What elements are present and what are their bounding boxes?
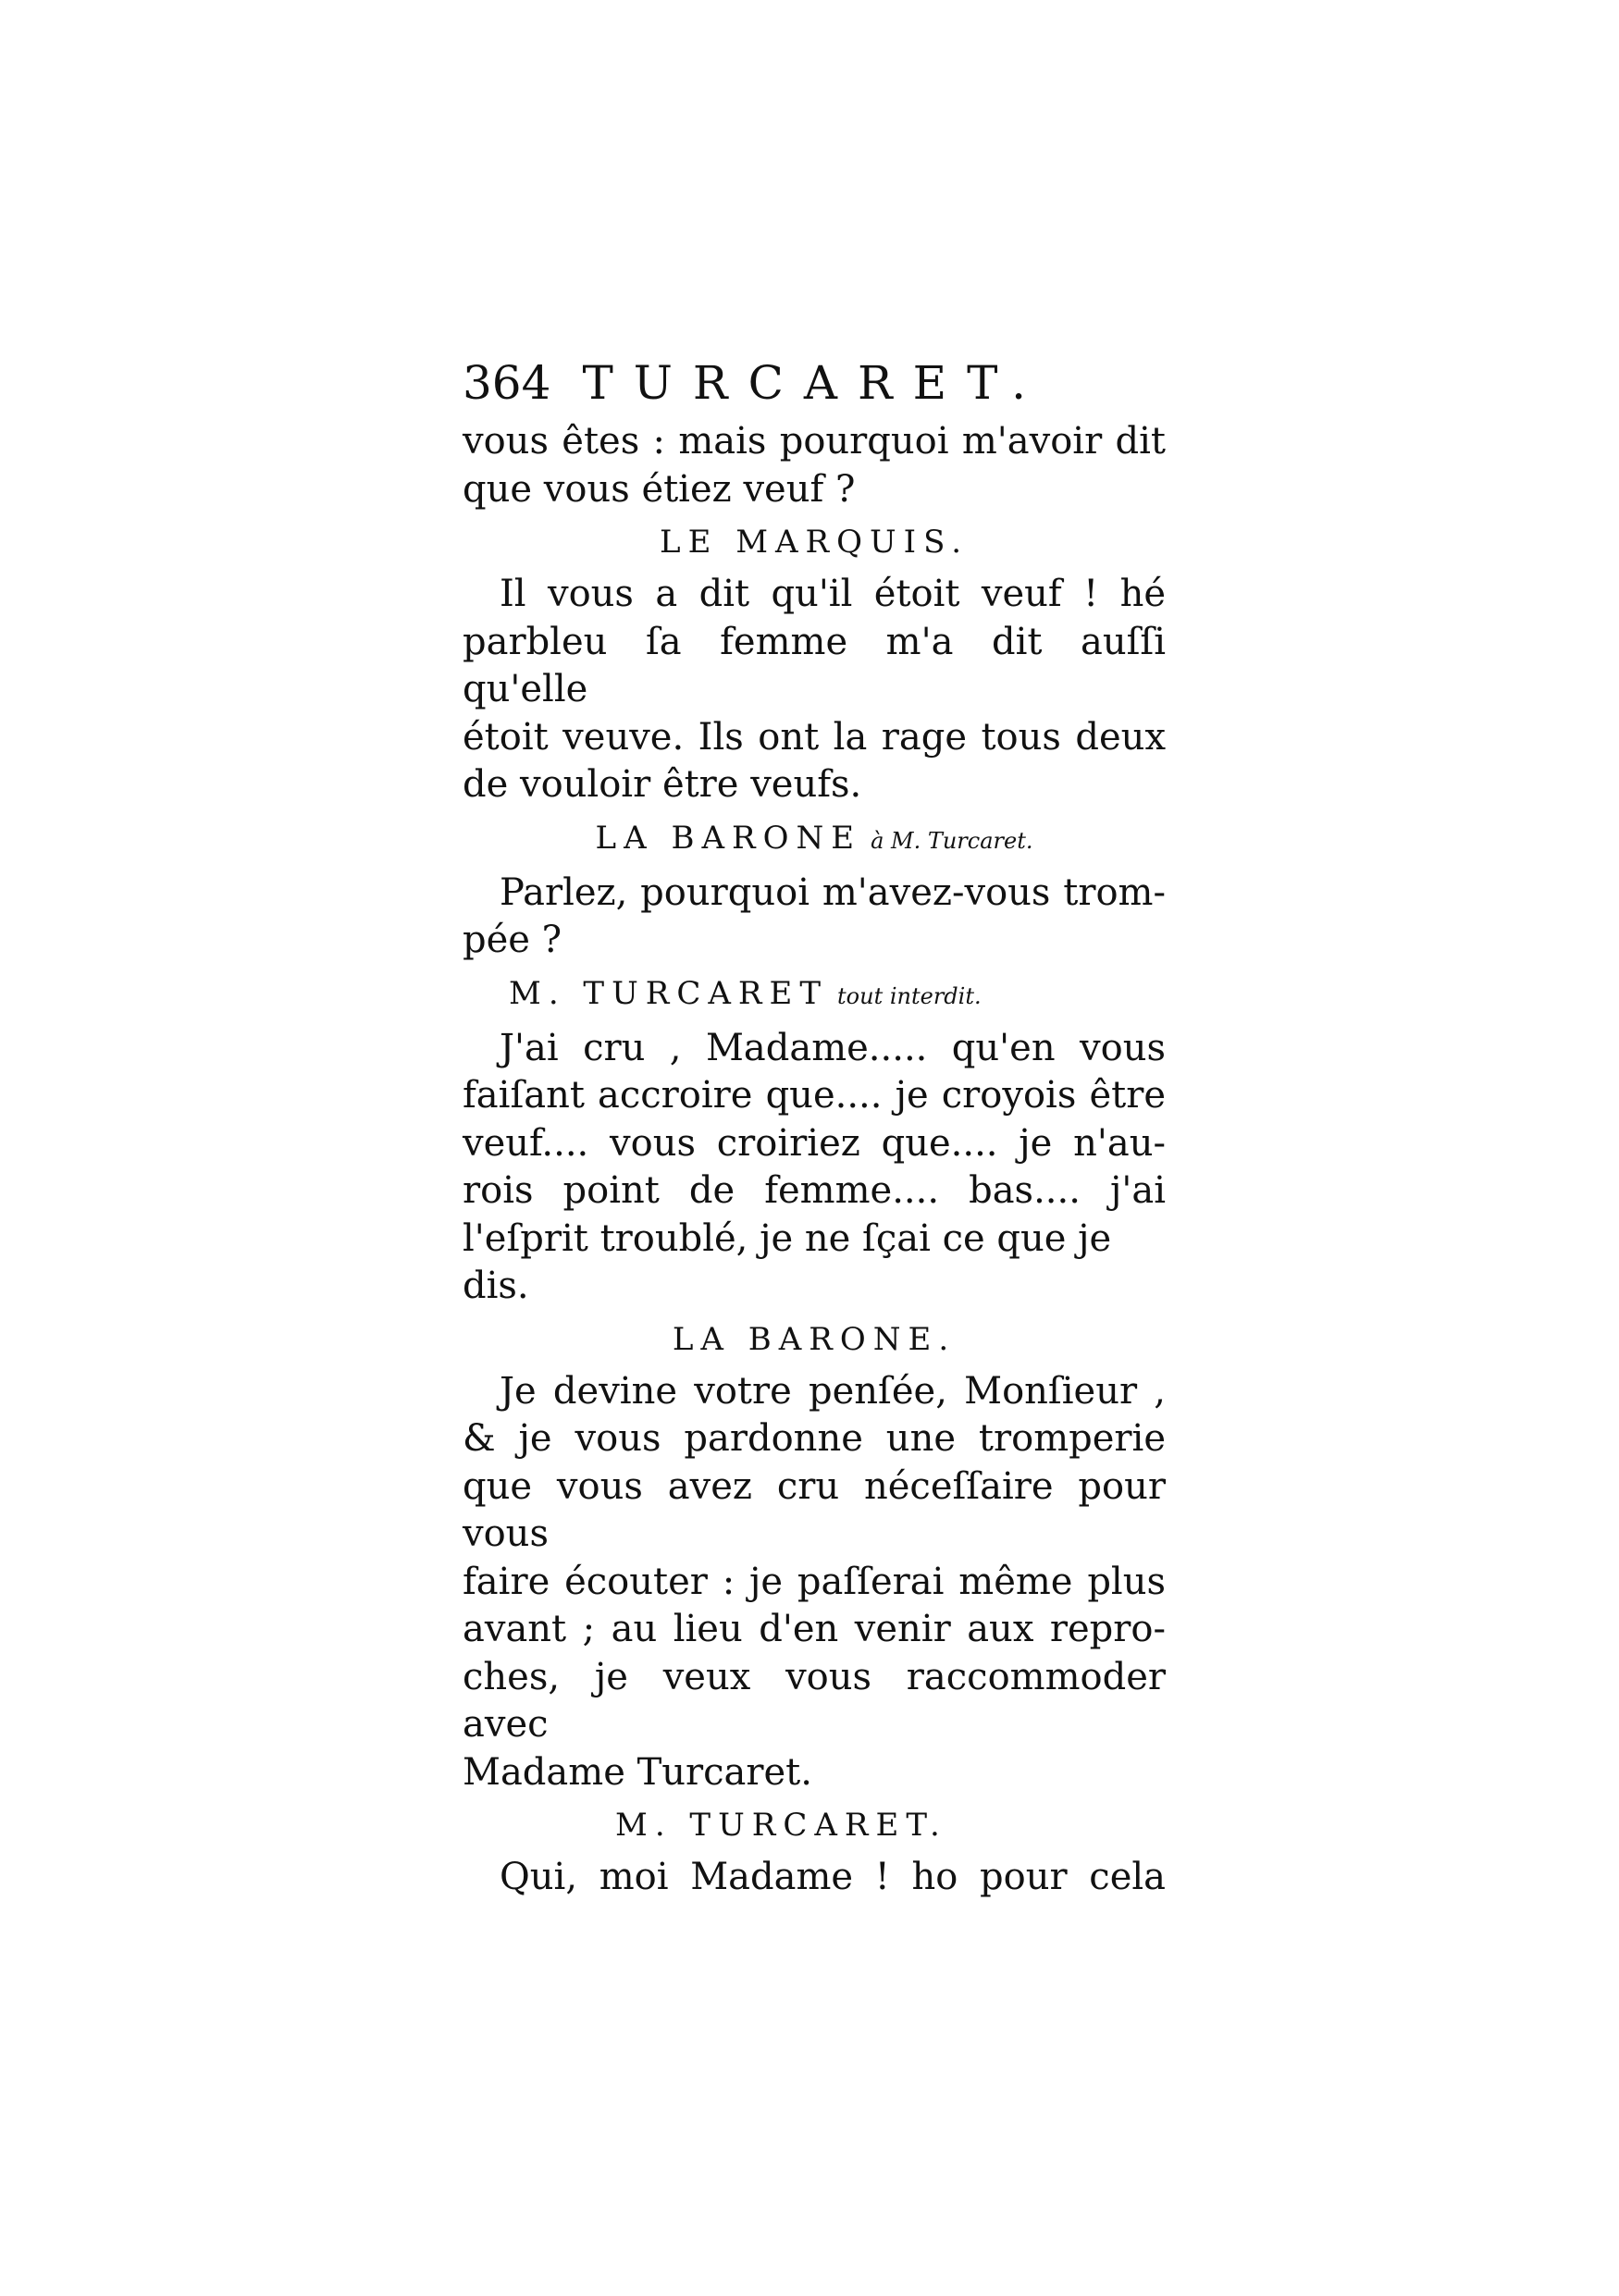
dialogue-text — [463, 1854, 1166, 1902]
text-line: Madame Turcaret. — [463, 1750, 812, 1794]
speaker-heading — [463, 1796, 1166, 1854]
speaker-heading — [463, 513, 1166, 571]
dialogue-text — [463, 571, 1166, 809]
text-line: Il vous a dit qu'il étoit veuf ! hé — [500, 573, 1166, 615]
text-line: étoit veuve. Ils ont la rage tous deux — [463, 715, 1166, 759]
page-header — [463, 352, 1166, 414]
speaker-name: LA BARONE — [595, 819, 862, 857]
stage-direction: tout interdit. — [837, 982, 982, 1009]
text-line: l'eſprit troublé, je ne ſçai ce que je dis. — [463, 1216, 1112, 1307]
text-line: faiſant accroire que.... je croyois être — [463, 1074, 1166, 1117]
text-line: faire écouter : je paſſerai même plus — [463, 1560, 1166, 1603]
text-line: Parlez, pourquoi m'avez-vous trom- — [500, 870, 1166, 914]
text-line: de vouloir être veufs. — [463, 763, 862, 806]
text-line: ches, je veux vous raccommoder avec — [463, 1655, 1166, 1746]
text-line: veuf.... vous croiriez que.... je n'au- — [463, 1121, 1166, 1165]
text-line: & je vous pardonne une tromperie — [463, 1417, 1166, 1460]
dialogue-text — [463, 870, 1166, 965]
dialogue-text — [463, 1368, 1166, 1797]
speaker-name: LA BARONE. — [672, 1320, 957, 1358]
speaker-heading — [463, 965, 1166, 1025]
text-line: J'ai cru , Madame..... qu'en vous — [500, 1026, 1166, 1069]
running-title: TURCARET. — [582, 356, 1046, 410]
dialogue-text — [463, 1025, 1166, 1311]
speaker-name: LE MARQUIS. — [659, 524, 970, 561]
text-line: parbleu ſa femme m'a dit auſſi qu'elle — [463, 620, 1166, 710]
dialogue-text — [463, 418, 1166, 513]
speaker-heading — [463, 809, 1166, 870]
text-line: pée ? — [463, 919, 562, 961]
stage-direction: à M. Turcaret. — [871, 827, 1033, 854]
speaker-name: M. TURCARET — [509, 974, 829, 1012]
page-number: 364 — [463, 356, 551, 410]
book-page — [463, 352, 1166, 1902]
text-line: rois point de femme.... bas.... j'ai — [463, 1169, 1166, 1212]
text-line: vous êtes : mais pourquoi m'avoir dit — [463, 420, 1166, 463]
text-line: que vous étiez veuf ? — [463, 467, 856, 511]
speaker-name: M. TURCARET. — [615, 1807, 947, 1844]
text-line: que vous avez cru néceſſaire pour vous — [463, 1464, 1166, 1555]
text-line: Qui, moi Madame ! ho pour cela — [500, 1856, 1166, 1898]
text-line: avant ; au lieu d'en venir aux repro- — [463, 1608, 1166, 1650]
text-line: Je devine votre penſée, Monſieur , — [500, 1369, 1166, 1413]
speaker-heading — [463, 1311, 1166, 1368]
